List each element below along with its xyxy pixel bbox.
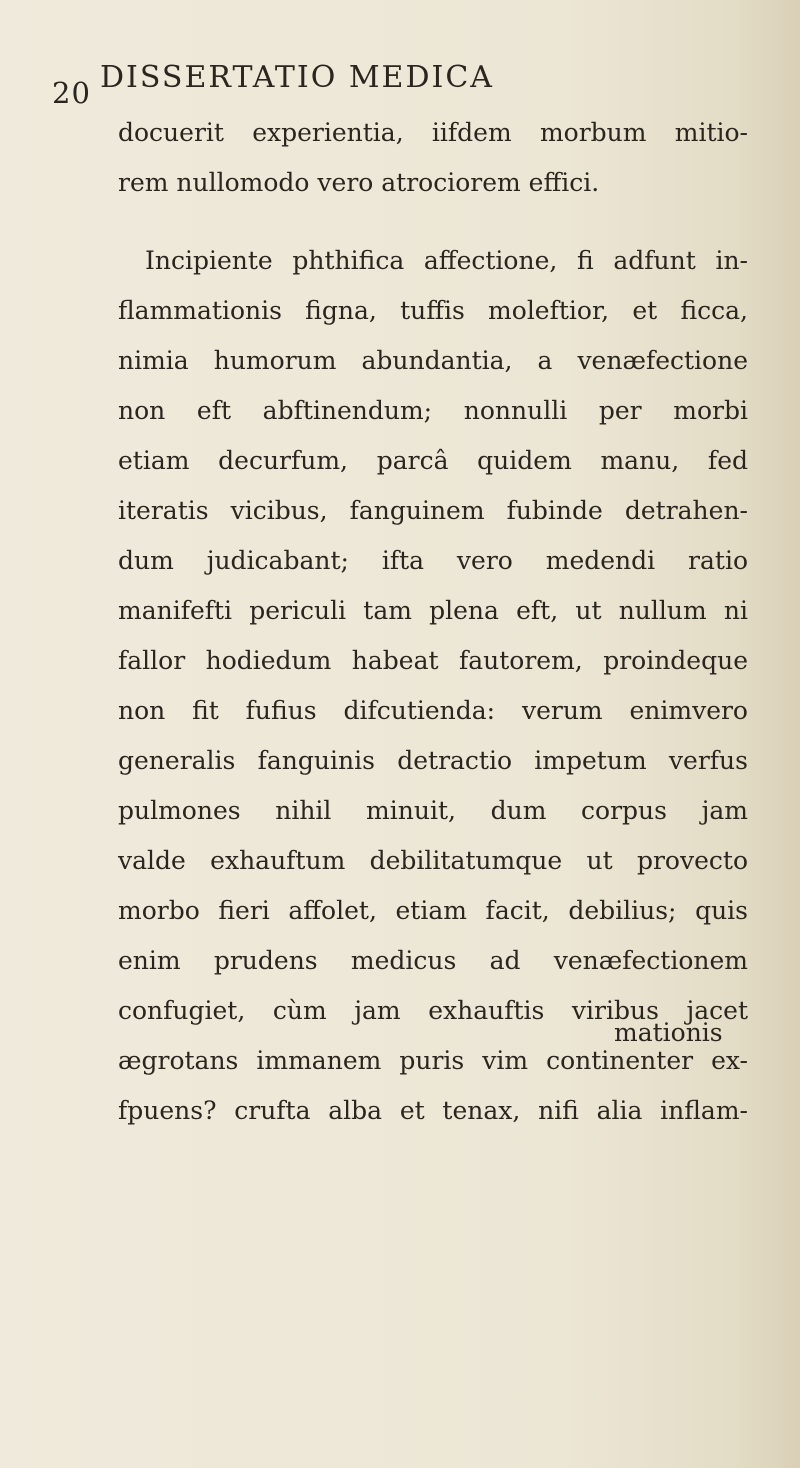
paragraph-2 <box>118 236 748 1136</box>
text-line: fallor hodiedum habeat fautorem, proindeque <box>118 646 748 675</box>
text-line: rem nullomodo vero atrociorem effici. <box>118 168 600 197</box>
text-line: docuerit experientia, iifdem morbum mitio- <box>118 118 748 147</box>
text-line: pulmones nihil minuit, dum corpus jam <box>118 796 748 825</box>
text-line: enim prudens medicus ad venæfectionem <box>118 946 748 975</box>
paragraph-1 <box>118 108 748 208</box>
running-head: DISSERTATIO MEDICA <box>100 60 494 95</box>
text-line: generalis fanguinis detractio impetum verfus <box>118 746 748 775</box>
text-line: dum judicabant; ifta vero medendi ratio <box>118 546 748 575</box>
text-line: ægrotans immanem puris vim continenter ex- <box>118 1046 748 1075</box>
text-line: flammationis figna, tuffis moleftior, et ficca, <box>118 296 748 325</box>
text-line: etiam decurfum, parcâ quidem manu, fed <box>118 446 748 475</box>
text-line: non fit fufius difcutienda: verum enimvero <box>118 696 748 725</box>
text-line: iteratis vicibus, fanguinem fubinde detrahen- <box>118 496 748 525</box>
text-line: confugiet, cùm jam exhauftis viribus jacet <box>118 996 748 1025</box>
text-line: valde exhauftum debilitatumque ut provecto <box>118 846 748 875</box>
text-line: Incipiente phthifica affectione, fi adfunt in- <box>145 246 748 275</box>
body-text <box>118 108 748 1136</box>
text-line: manifefti periculi tam plena eft, ut nullum ni <box>118 596 748 625</box>
page-number: 20 <box>52 76 91 110</box>
catchword: mationis <box>614 1018 723 1047</box>
text-line: nimia humorum abundantia, a venæfectione <box>118 346 748 375</box>
text-line: non eft abftinendum; nonnulli per morbi <box>118 396 748 425</box>
text-line: morbo fieri affolet, etiam facit, debilius; quis <box>118 896 748 925</box>
text-line: fpuens? crufta alba et tenax, nifi alia inflam- <box>118 1096 748 1125</box>
